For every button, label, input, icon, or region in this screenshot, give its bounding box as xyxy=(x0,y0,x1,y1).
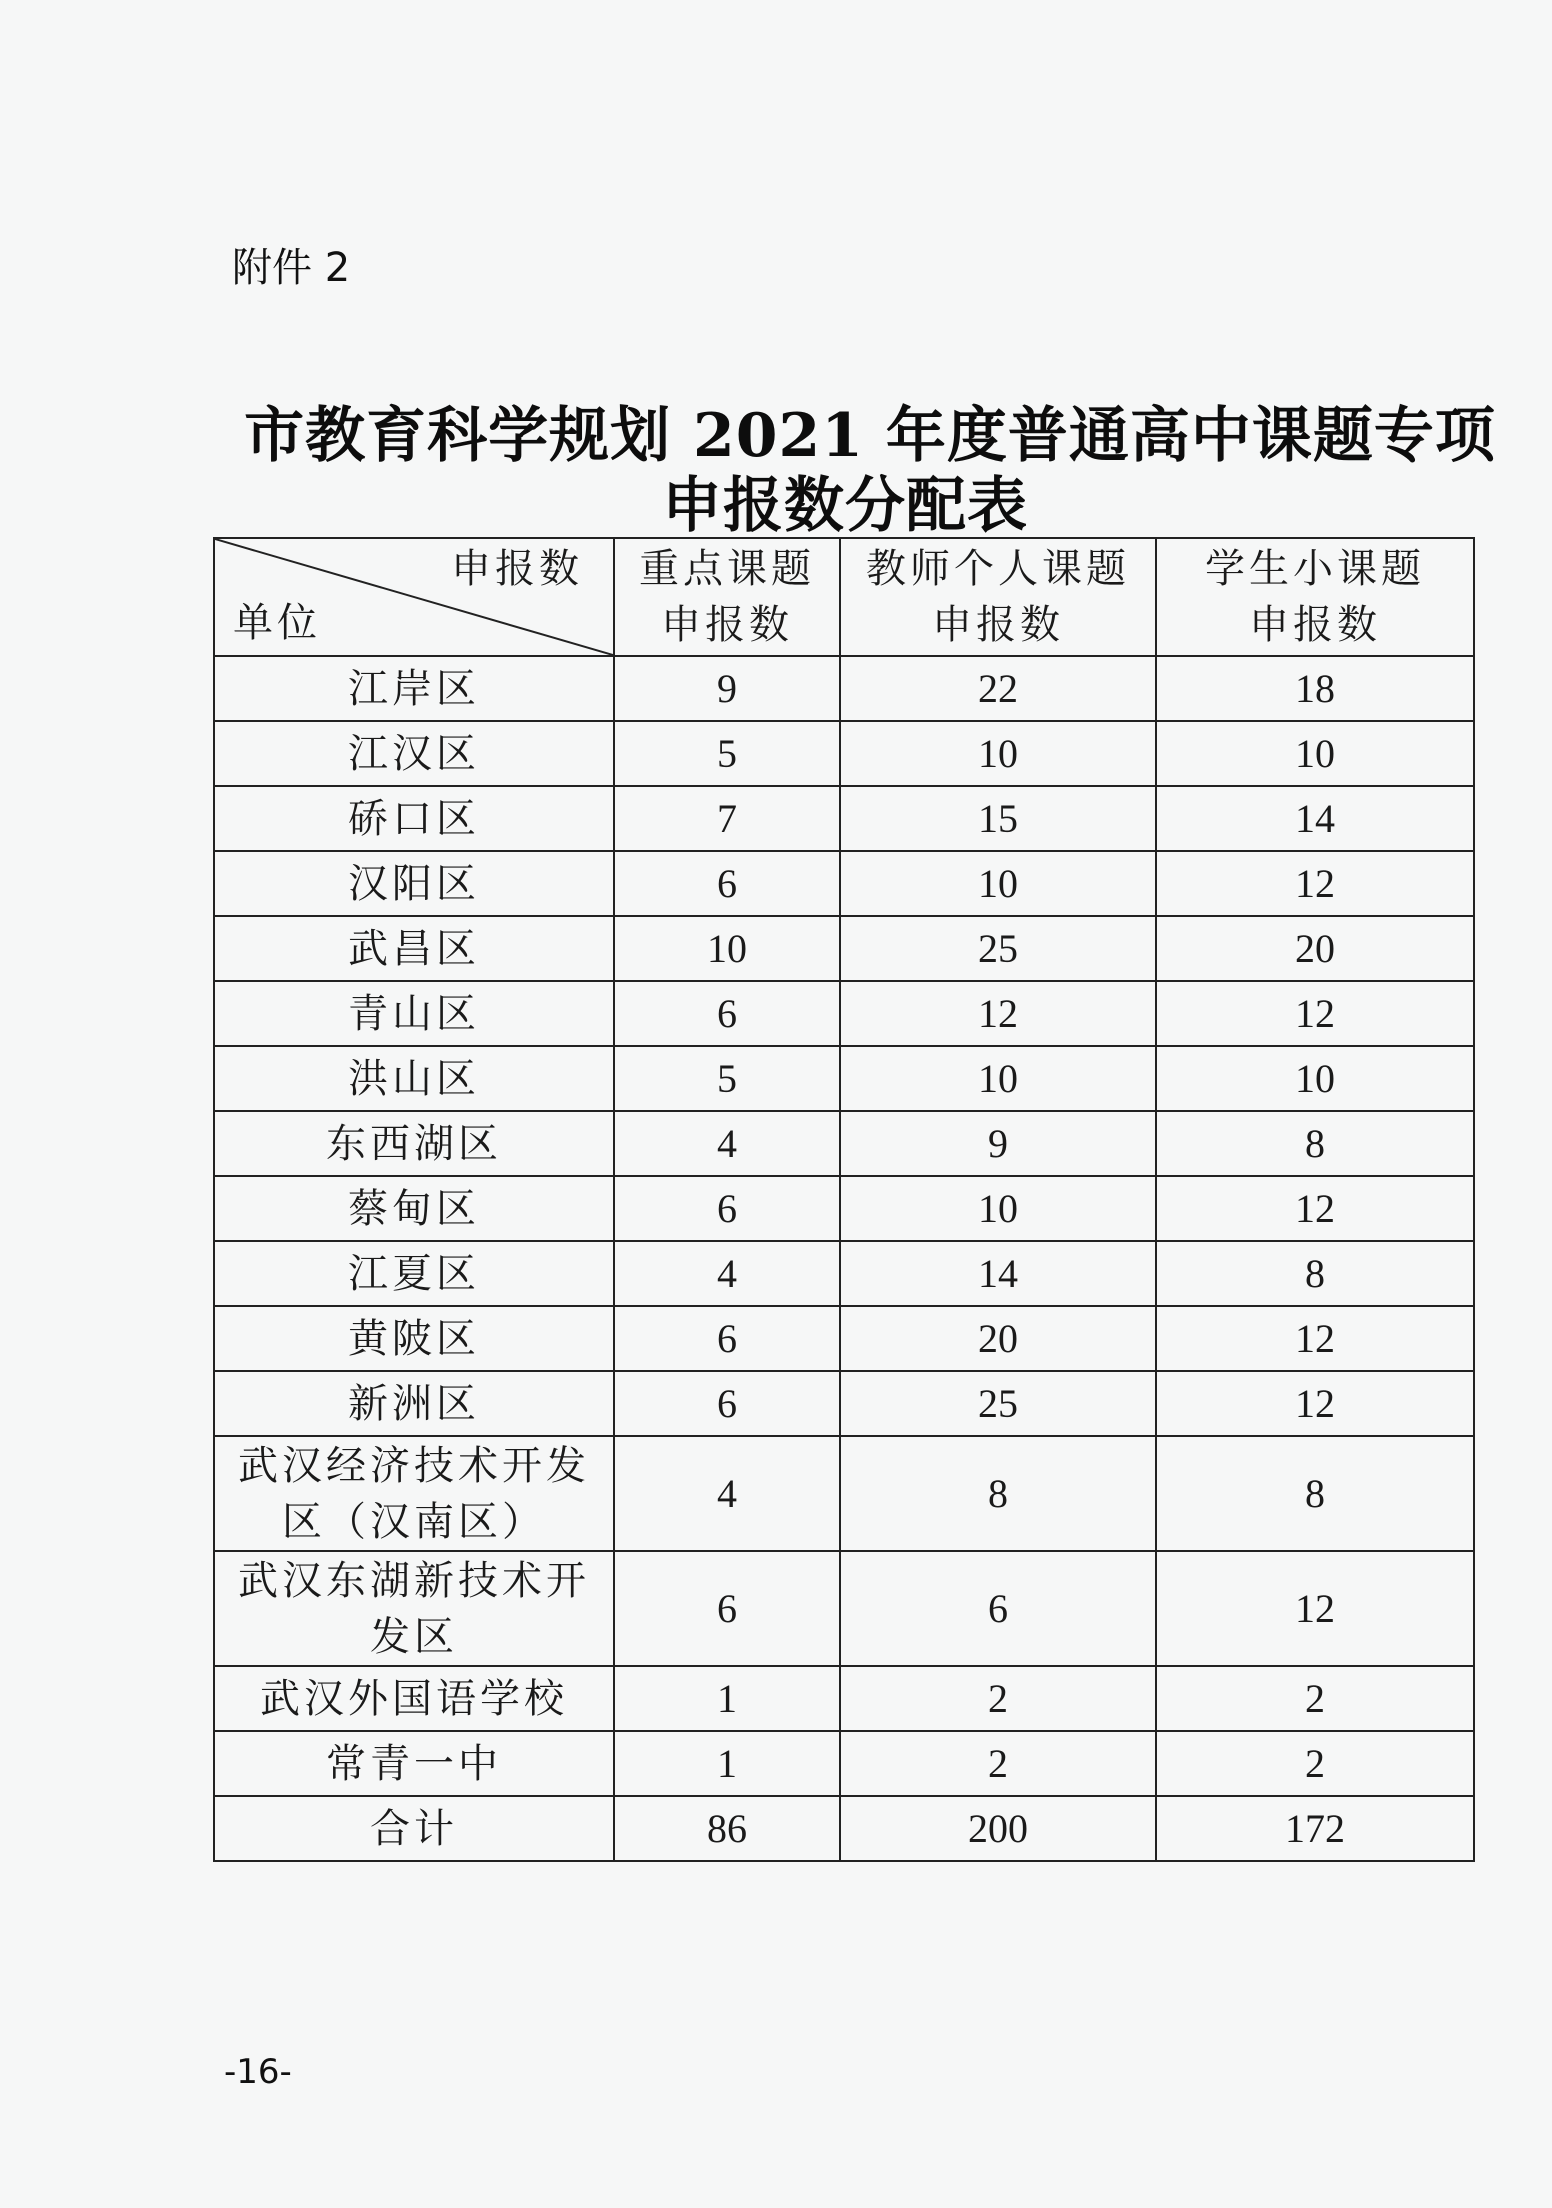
table-row xyxy=(214,916,1474,981)
key-count-cell: 1 xyxy=(614,1666,840,1731)
allocation-table xyxy=(213,537,1475,1862)
unit-cell: 江岸区 xyxy=(214,656,614,721)
table-row xyxy=(214,721,1474,786)
unit-cell: 江汉区 xyxy=(214,721,614,786)
table-row xyxy=(214,1666,1474,1731)
page-number: -16- xyxy=(224,2052,292,2092)
key-count-cell: 6 xyxy=(614,851,840,916)
table-row xyxy=(214,1551,1474,1666)
table-row xyxy=(214,656,1474,721)
key-count-cell: 5 xyxy=(614,1046,840,1111)
table-row xyxy=(214,1306,1474,1371)
teacher-count-cell: 12 xyxy=(840,981,1156,1046)
table-row xyxy=(214,1371,1474,1436)
student-count-cell: 14 xyxy=(1156,786,1474,851)
key-count-cell: 6 xyxy=(614,1306,840,1371)
total-key-cell: 86 xyxy=(614,1796,840,1861)
column-header-line: 申报数 xyxy=(1249,602,1381,648)
key-count-cell: 6 xyxy=(614,981,840,1046)
column-header-line: 重点课题 xyxy=(639,546,815,592)
unit-cell: 洪山区 xyxy=(214,1046,614,1111)
student-count-cell: 8 xyxy=(1156,1111,1474,1176)
teacher-count-cell: 6 xyxy=(840,1551,1156,1666)
corner-label-bottom: 单位 xyxy=(233,600,321,646)
student-count-cell: 20 xyxy=(1156,916,1474,981)
teacher-count-cell: 10 xyxy=(840,1046,1156,1111)
student-count-cell: 18 xyxy=(1156,656,1474,721)
teacher-count-cell: 25 xyxy=(840,1371,1156,1436)
teacher-count-cell: 15 xyxy=(840,786,1156,851)
key-count-cell: 1 xyxy=(614,1731,840,1796)
student-count-cell: 8 xyxy=(1156,1241,1474,1306)
student-count-cell: 2 xyxy=(1156,1731,1474,1796)
teacher-count-cell: 20 xyxy=(840,1306,1156,1371)
unit-cell: 硚口区 xyxy=(214,786,614,851)
key-count-cell: 7 xyxy=(614,786,840,851)
teacher-count-cell: 9 xyxy=(840,1111,1156,1176)
unit-cell: 江夏区 xyxy=(214,1241,614,1306)
table-row xyxy=(214,1241,1474,1306)
key-count-cell: 6 xyxy=(614,1551,840,1666)
key-count-cell: 6 xyxy=(614,1371,840,1436)
total-student-cell: 172 xyxy=(1156,1796,1474,1861)
corner-label-top: 申报数 xyxy=(451,546,583,592)
unit-cell xyxy=(214,1436,614,1551)
teacher-count-cell: 2 xyxy=(840,1731,1156,1796)
key-count-cell: 4 xyxy=(614,1241,840,1306)
key-count-cell: 9 xyxy=(614,656,840,721)
document-title-line1: 市教育科学规划 2021 年度普通高中课题专项 xyxy=(244,401,1496,471)
table-row xyxy=(214,1046,1474,1111)
key-count-cell: 6 xyxy=(614,1176,840,1241)
teacher-count-cell: 25 xyxy=(840,916,1156,981)
column-header-line: 申报数 xyxy=(932,602,1064,648)
column-header-teacher xyxy=(840,538,1156,656)
column-header-key xyxy=(614,538,840,656)
table-row xyxy=(214,1436,1474,1551)
student-count-cell: 12 xyxy=(1156,1551,1474,1666)
unit-cell: 常青一中 xyxy=(214,1731,614,1796)
unit-cell: 汉阳区 xyxy=(214,851,614,916)
column-header-line: 申报数 xyxy=(661,602,793,648)
teacher-count-cell: 10 xyxy=(840,851,1156,916)
teacher-count-cell: 8 xyxy=(840,1436,1156,1551)
table-row xyxy=(214,981,1474,1046)
table-row xyxy=(214,1111,1474,1176)
unit-line: 武汉东湖新技术开 xyxy=(238,1557,590,1604)
student-count-cell: 8 xyxy=(1156,1436,1474,1551)
total-row xyxy=(214,1796,1474,1861)
table-row xyxy=(214,1731,1474,1796)
column-header-line: 学生小课题 xyxy=(1205,546,1425,592)
teacher-count-cell: 10 xyxy=(840,721,1156,786)
unit-cell: 武汉外国语学校 xyxy=(214,1666,614,1731)
unit-cell xyxy=(214,1551,614,1666)
student-count-cell: 12 xyxy=(1156,1306,1474,1371)
key-count-cell: 5 xyxy=(614,721,840,786)
attachment-label: 附件 2 xyxy=(232,245,351,291)
document-title-line2: 申报数分配表 xyxy=(662,471,1028,541)
unit-line: 武汉经济技术开发 xyxy=(238,1442,590,1489)
student-count-cell: 12 xyxy=(1156,851,1474,916)
student-count-cell: 10 xyxy=(1156,1046,1474,1111)
unit-cell: 东西湖区 xyxy=(214,1111,614,1176)
corner-header-cell xyxy=(214,538,614,656)
teacher-count-cell: 22 xyxy=(840,656,1156,721)
unit-line: 发区 xyxy=(370,1613,458,1660)
key-count-cell: 4 xyxy=(614,1436,840,1551)
total-teacher-cell: 200 xyxy=(840,1796,1156,1861)
unit-cell: 蔡甸区 xyxy=(214,1176,614,1241)
unit-cell: 武昌区 xyxy=(214,916,614,981)
table-row xyxy=(214,786,1474,851)
teacher-count-cell: 14 xyxy=(840,1241,1156,1306)
unit-line: 区（汉南区） xyxy=(282,1498,546,1545)
teacher-count-cell: 10 xyxy=(840,1176,1156,1241)
key-count-cell: 4 xyxy=(614,1111,840,1176)
table-row xyxy=(214,1176,1474,1241)
student-count-cell: 12 xyxy=(1156,981,1474,1046)
column-header-line: 教师个人课题 xyxy=(866,546,1130,592)
teacher-count-cell: 2 xyxy=(840,1666,1156,1731)
student-count-cell: 10 xyxy=(1156,721,1474,786)
student-count-cell: 12 xyxy=(1156,1371,1474,1436)
student-count-cell: 2 xyxy=(1156,1666,1474,1731)
table-row xyxy=(214,851,1474,916)
key-count-cell: 10 xyxy=(614,916,840,981)
unit-cell: 黄陂区 xyxy=(214,1306,614,1371)
total-label-cell: 合计 xyxy=(214,1796,614,1861)
unit-cell: 青山区 xyxy=(214,981,614,1046)
table-header-row xyxy=(214,538,1474,656)
student-count-cell: 12 xyxy=(1156,1176,1474,1241)
column-header-student xyxy=(1156,538,1474,656)
unit-cell: 新洲区 xyxy=(214,1371,614,1436)
